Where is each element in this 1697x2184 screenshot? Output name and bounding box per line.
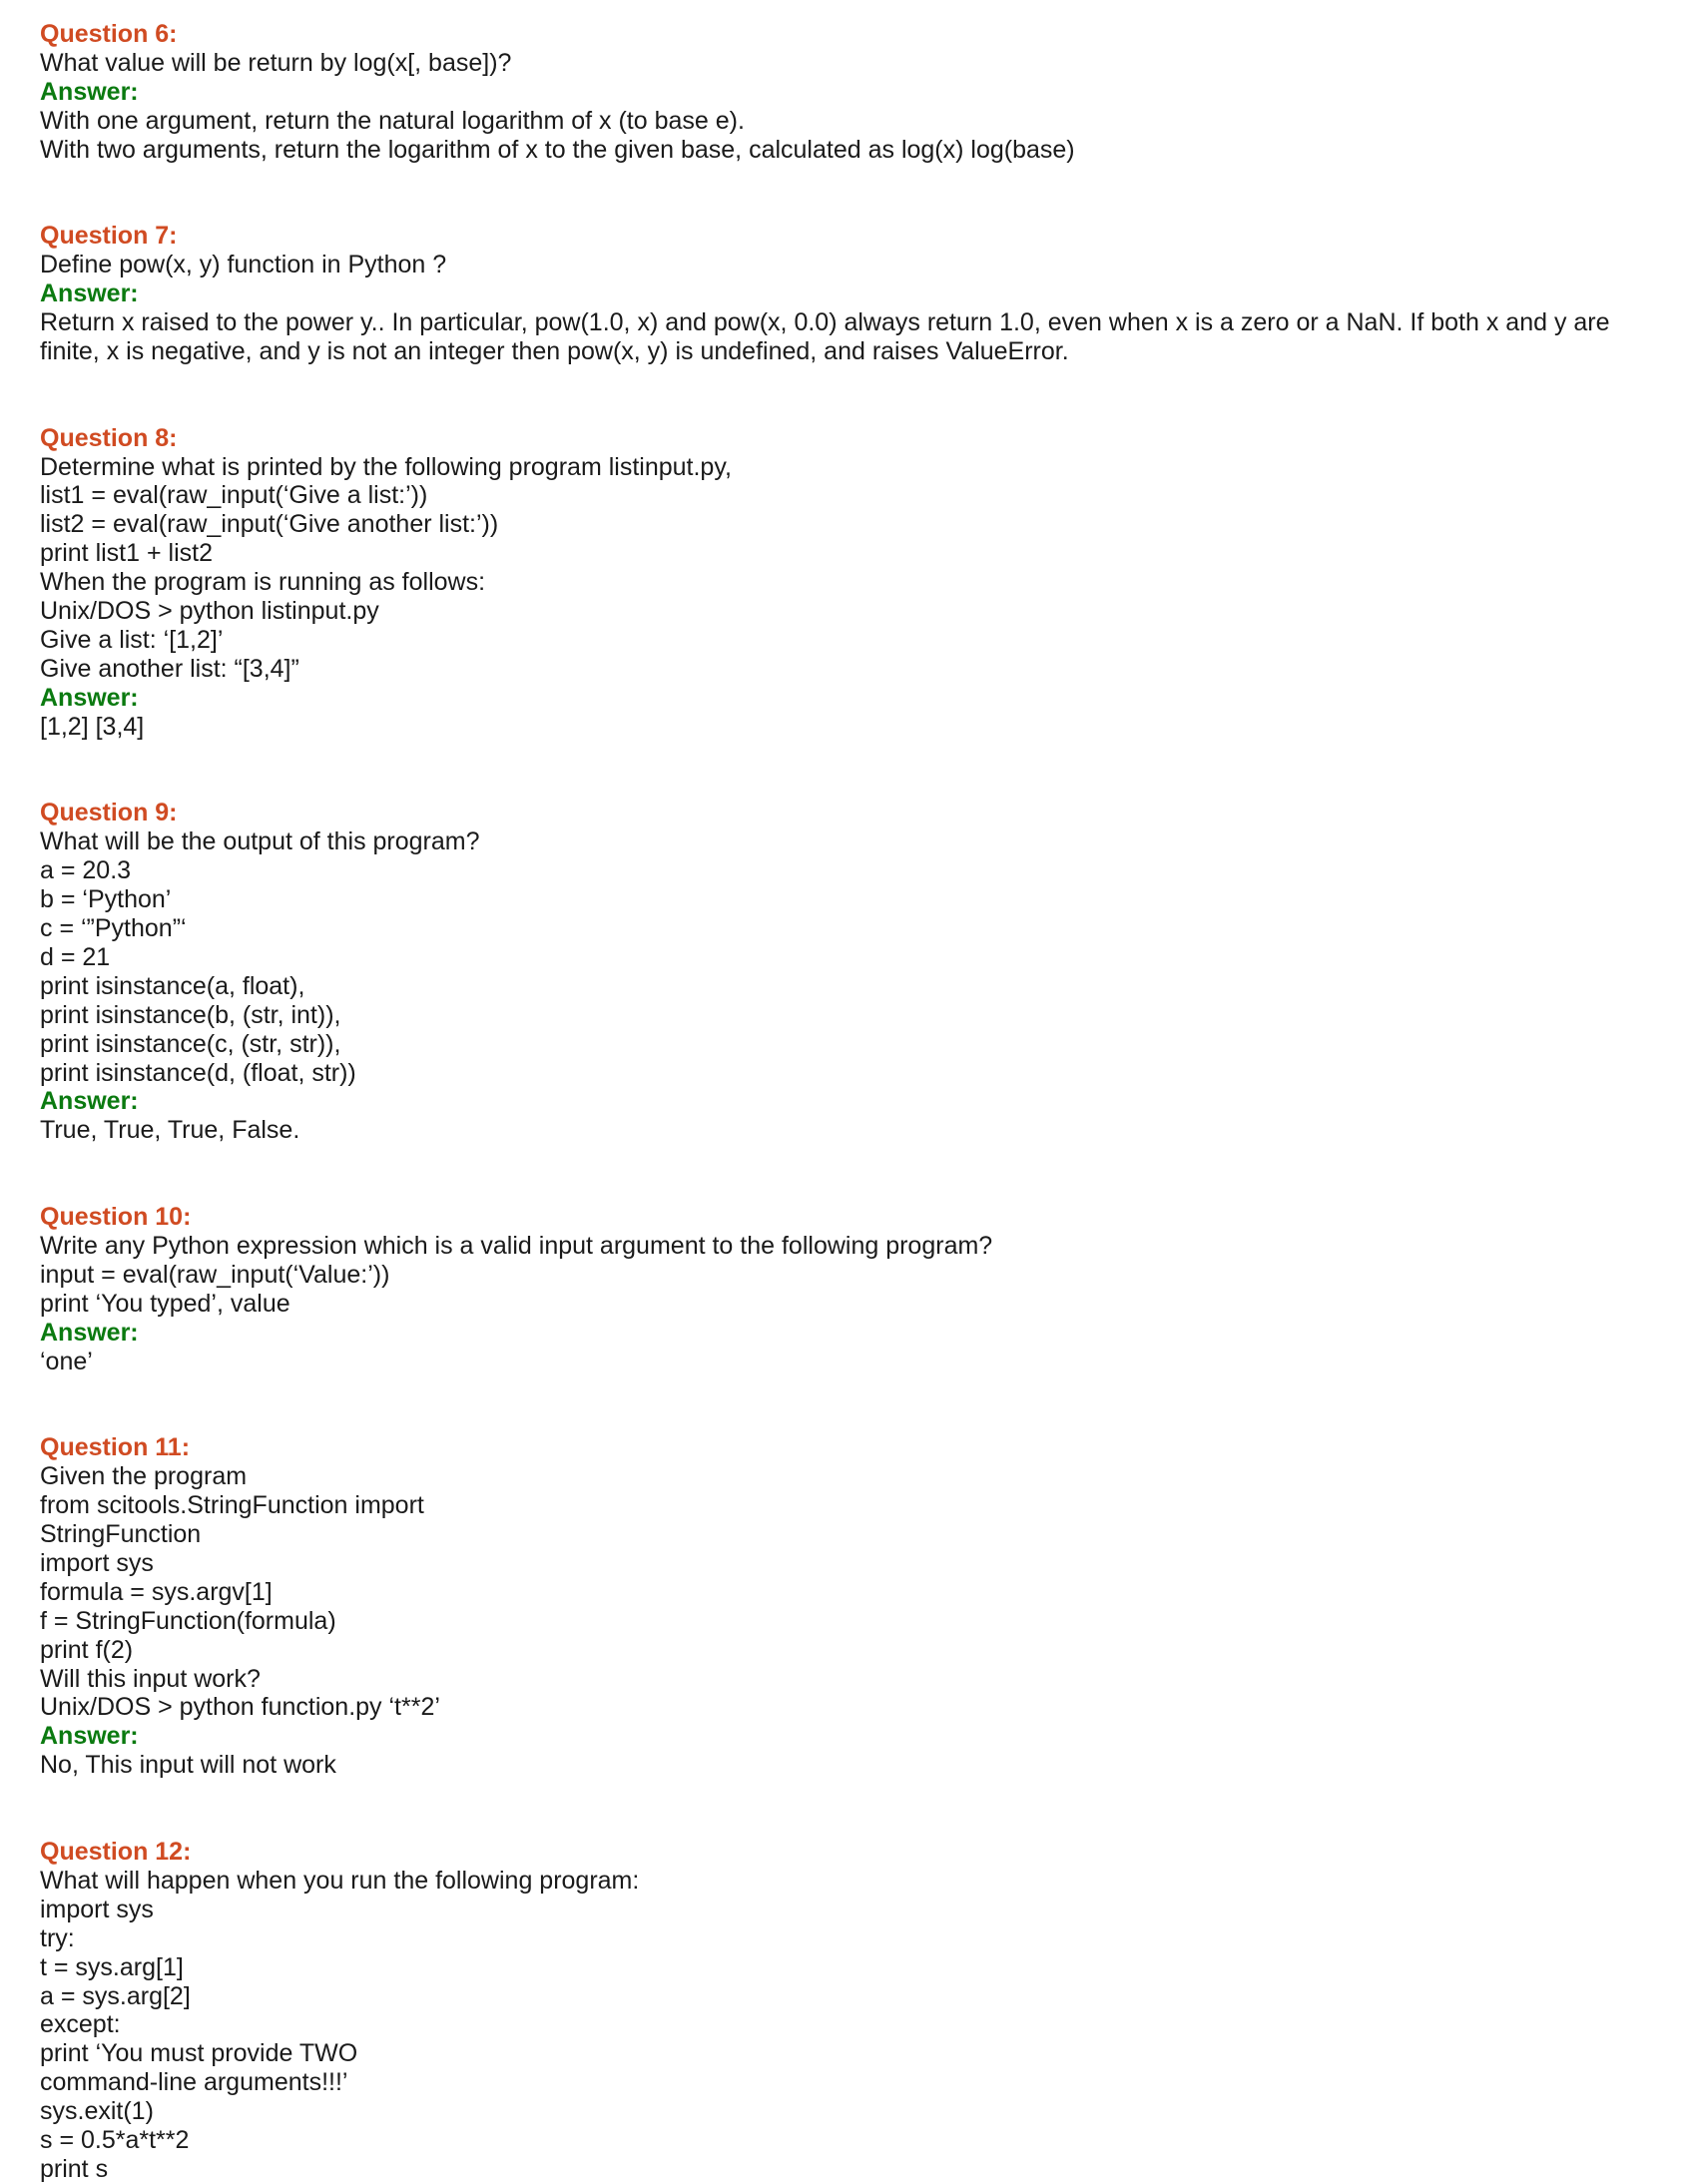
question-block <box>40 20 1657 165</box>
answer-heading: Answer: <box>40 1318 139 1347</box>
answer-heading: Answer: <box>40 1087 139 1116</box>
question-block <box>40 1838 1657 2184</box>
section-spacer <box>40 366 1657 424</box>
question-text-line: Determine what is printed by the following program listinput.py, <box>40 452 732 481</box>
question-text-line: print list1 + list2 <box>40 539 213 568</box>
question-heading: Question 10: <box>40 1203 192 1232</box>
question-text-line: Will this input work? <box>40 1664 261 1693</box>
question-text-line: print ‘You typed’, value <box>40 1289 290 1318</box>
question-text-line: command-line arguments!!!’ <box>40 2068 348 2097</box>
question-text-line: t = sys.arg[1] <box>40 1952 184 1981</box>
question-text-line: When the program is running as follows: <box>40 568 486 597</box>
question-text-line: StringFunction <box>40 1520 202 1549</box>
question-block <box>40 424 1657 742</box>
question-text-line: try: <box>40 1923 75 1952</box>
question-text-line: from scitools.StringFunction import <box>40 1491 424 1520</box>
question-text-line: s = 0.5*a*t**2 <box>40 2126 190 2155</box>
question-text-line: list1 = eval(raw_input(‘Give a list:’)) <box>40 481 428 510</box>
question-text-line: print isinstance(a, float), <box>40 971 305 1000</box>
question-text-line: c = ‘”Python”‘ <box>40 914 187 943</box>
question-block <box>40 1433 1657 1780</box>
question-text-line: print f(2) <box>40 1635 134 1664</box>
question-text-line: d = 21 <box>40 942 111 971</box>
answer-heading: Answer: <box>40 1722 139 1751</box>
answer-text-line: No, This input will not work <box>40 1751 336 1780</box>
section-spacer <box>40 165 1657 223</box>
question-text-line: b = ‘Python’ <box>40 885 172 914</box>
question-text-line: a = sys.arg[2] <box>40 1981 191 2010</box>
question-text-line: a = 20.3 <box>40 856 132 885</box>
answer-text-line: Return x raised to the power y.. In particular, pow(1.0, x) and pow(x, 0.0) always return 1.0, even when x is a zero or a NaN. If both x and y are <box>40 308 1610 337</box>
question-text-line: Give a list: ‘[1,2]’ <box>40 626 224 654</box>
question-heading: Question 12: <box>40 1838 192 1866</box>
question-text-line: input = eval(raw_input(‘Value:’)) <box>40 1260 390 1289</box>
answer-text-line: ‘one’ <box>40 1347 93 1375</box>
question-text-line: sys.exit(1) <box>40 2097 154 2126</box>
question-text-line: What will happen when you run the following program: <box>40 1866 640 1895</box>
question-heading: Question 8: <box>40 423 178 452</box>
question-text-line: import sys <box>40 1895 154 1923</box>
answer-text-line: With two arguments, return the logarithm of x to the given base, calculated as log(x) log(base) <box>40 135 1075 164</box>
section-spacer <box>40 1780 1657 1838</box>
answer-heading: Answer: <box>40 279 139 308</box>
answer-heading: Answer: <box>40 683 139 712</box>
section-spacer <box>40 1145 1657 1203</box>
question-text-line: Give another list: “[3,4]” <box>40 654 299 683</box>
question-heading: Question 7: <box>40 222 178 251</box>
answer-text-line: [1,2] [3,4] <box>40 712 145 741</box>
question-text-line: list2 = eval(raw_input(‘Give another list:’)) <box>40 510 499 539</box>
question-text-line: f = StringFunction(formula) <box>40 1606 336 1635</box>
question-text-line: print ‘You must provide TWO <box>40 2039 358 2068</box>
question-heading: Question 11: <box>40 1433 191 1462</box>
section-spacer <box>40 1376 1657 1434</box>
question-text-line: Unix/DOS > python function.py ‘t**2’ <box>40 1693 440 1722</box>
question-text-line: print isinstance(d, (float, str)) <box>40 1058 356 1087</box>
question-text-line: Write any Python expression which is a valid input argument to the following program? <box>40 1232 993 1260</box>
question-block <box>40 1203 1657 1375</box>
question-heading: Question 6: <box>40 20 178 48</box>
question-block <box>40 799 1657 1145</box>
question-text-line: Given the program <box>40 1462 248 1491</box>
question-text-line: Unix/DOS > python listinput.py <box>40 597 379 626</box>
question-text-line: What will be the output of this program? <box>40 827 480 856</box>
answer-text-line: With one argument, return the natural logarithm of x (to base e). <box>40 106 745 135</box>
document-page <box>40 20 1657 2184</box>
question-text-line: Define pow(x, y) function in Python ? <box>40 251 447 279</box>
question-text-line: print s <box>40 2154 109 2183</box>
answer-heading: Answer: <box>40 77 139 106</box>
section-spacer <box>40 742 1657 800</box>
question-text-line: print isinstance(b, (str, int)), <box>40 1000 341 1029</box>
answer-text-line: True, True, True, False. <box>40 1116 300 1145</box>
question-text-line: import sys <box>40 1548 154 1577</box>
answer-text-line: finite, x is negative, and y is not an integer then pow(x, y) is undefined, and raises ValueError. <box>40 336 1069 365</box>
question-text-line: What value will be return by log(x[, base])? <box>40 48 512 77</box>
question-text-line: formula = sys.argv[1] <box>40 1577 273 1606</box>
question-heading: Question 9: <box>40 799 178 827</box>
question-text-line: print isinstance(c, (str, str)), <box>40 1029 341 1058</box>
question-text-line: except: <box>40 2010 121 2039</box>
question-block <box>40 222 1657 366</box>
